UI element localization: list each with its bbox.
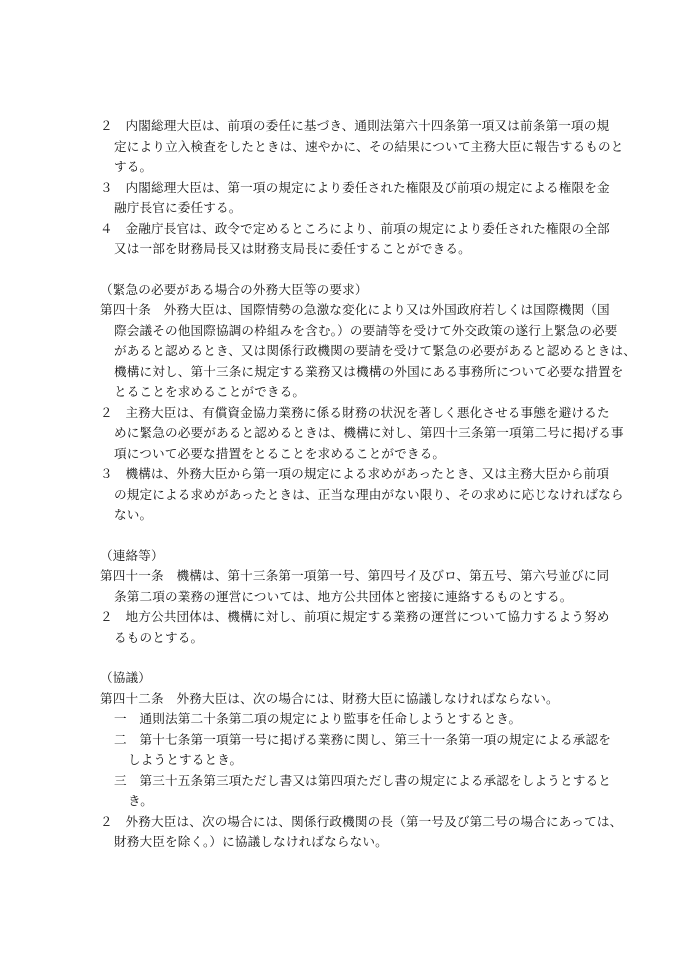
paragraph-line: ２ 内閣総理大臣は、前項の委任に基づき、通則法第六十四条第一項又は前条第一項の規 bbox=[100, 118, 610, 133]
paragraph-line: とることを求めることができる。 bbox=[114, 384, 306, 399]
section-heading: （協議） bbox=[100, 670, 151, 685]
paragraph-line: ない。 bbox=[114, 507, 153, 522]
paragraph-line: があると認めるとき、又は関係行政機関の要請を受けて緊急の必要があると認めるときは、 bbox=[114, 343, 636, 358]
list-item: 一 通則法第二十条第二項の規定により監事を任命しようとするとき。 bbox=[114, 711, 522, 726]
paragraph-line: ２ 地方公共団体は、機構に対し、前項に規定する業務の運営について協力するよう努め bbox=[100, 609, 610, 624]
paragraph-line: 項について必要な措置をとることを求めることができる。 bbox=[114, 446, 446, 461]
paragraph-line: 又は一部を財務局長又は財務支局長に委任することができる。 bbox=[114, 241, 471, 256]
list-item-continuation: しようとするとき。 bbox=[128, 752, 243, 767]
paragraph-line: ２ 主務大臣は、有償資金協力業務に係る財務の状況を著しく悪化させる事態を避けるた bbox=[100, 405, 610, 420]
paragraph-line: るものとする。 bbox=[114, 630, 204, 645]
paragraph-line: ４ 金融庁長官は、政令で定めるところにより、前項の規定により委任された権限の全部 bbox=[100, 221, 610, 236]
section-heading: （緊急の必要がある場合の外務大臣等の要求） bbox=[100, 282, 368, 297]
paragraph-line: 財務大臣を除く。）に協議しなければならない。 bbox=[114, 834, 388, 849]
paragraph-line: めに緊急の必要があると認めるときは、機構に対し、第四十三条第一項第二号に掲げる事 bbox=[114, 425, 624, 440]
list-item-continuation: き。 bbox=[128, 793, 153, 808]
paragraph-line: 条第二項の業務の運営については、地方公共団体と密接に連絡するものとする。 bbox=[114, 589, 573, 604]
paragraph-line: ３ 機構は、外務大臣から第一項の規定による求めがあったとき、又は主務大臣から前項 bbox=[100, 466, 610, 481]
paragraph-line: 定により立入検査をしたときは、速やかに、その結果について主務大臣に報告するものと bbox=[114, 139, 624, 154]
list-item: 二 第十七条第一項第一号に掲げる業務に関し、第三十一条第一項の規定による承認を bbox=[114, 732, 612, 747]
paragraph-line: する。 bbox=[114, 159, 153, 174]
list-item: 三 第三十五条第三項ただし書又は第四項ただし書の規定による承認をしようとすると bbox=[114, 773, 612, 788]
article-line: 第四十二条 外務大臣は、次の場合には、財務大臣に協議しなければならない。 bbox=[100, 691, 559, 706]
section-heading: （連絡等） bbox=[100, 548, 164, 563]
article-line: 第四十条 外務大臣は、国際情勢の急激な変化により又は外国政府若しくは国際機関（国 bbox=[100, 302, 610, 317]
paragraph-line: の規定による求めがあったときは、正当な理由がない限り、その求めに応じなければなら bbox=[114, 487, 624, 502]
paragraph-line: ２ 外務大臣は、次の場合には、関係行政機関の長（第一号及び第二号の場合にあっては、 bbox=[100, 814, 623, 829]
paragraph-line: 融庁長官に委任する。 bbox=[114, 200, 242, 215]
article-line: 第四十一条 機構は、第十三条第一項第一号、第四号イ及びロ、第五号、第六号並びに同 bbox=[100, 568, 610, 583]
paragraph-line: ３ 内閣総理大臣は、第一項の規定により委任された権限及び前項の規定による権限を金 bbox=[100, 180, 610, 195]
paragraph-line: 際会議その他国際協調の枠組みを含む。）の要請等を受けて外交政策の遂行上緊急の必要 bbox=[114, 323, 618, 338]
paragraph-line: 機構に対し、第十三条に規定する業務又は機構の外国にある事務所について必要な措置を bbox=[114, 364, 624, 379]
